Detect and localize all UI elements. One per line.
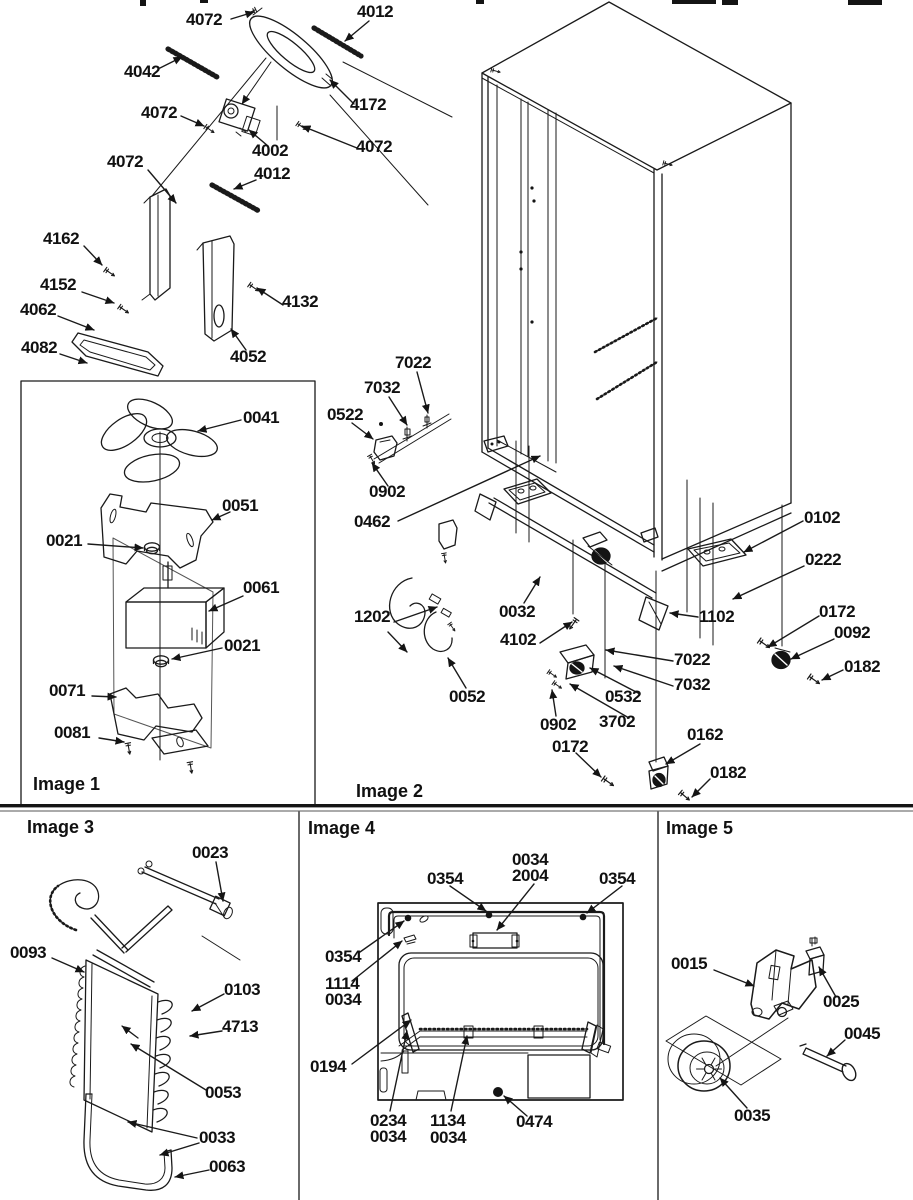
part-label: 7022 (395, 353, 432, 372)
part-label: 4132 (282, 292, 319, 311)
part-label: 0354 (427, 869, 464, 888)
part-label: 0053 (205, 1083, 242, 1102)
part-label: 0052 (449, 687, 486, 706)
part-label: 0182 (710, 763, 747, 782)
part-label: 0462 (354, 512, 391, 531)
part-label: 0194 (310, 1057, 347, 1076)
section-dividers (0, 378, 913, 1200)
image1-art (88, 393, 243, 774)
part-label: 0034 (370, 1127, 407, 1146)
part-label: 4072 (186, 10, 223, 29)
image4-art (352, 884, 623, 1116)
part-label: 0474 (516, 1112, 553, 1131)
part-label: 0172 (552, 737, 589, 756)
part-label: 4102 (500, 630, 537, 649)
part-label: 0102 (804, 508, 841, 527)
part-label: 0071 (49, 681, 86, 700)
part-label: 0103 (224, 980, 261, 999)
scan-artifact (140, 0, 882, 6)
part-label: 4152 (40, 275, 77, 294)
part-label: 4012 (357, 2, 394, 21)
part-label: 0033 (199, 1128, 236, 1147)
part-label: 4062 (20, 300, 57, 319)
part-label: 0051 (222, 496, 259, 515)
image-caption: Image 4 (308, 818, 376, 838)
fan-shroud-art (58, 6, 452, 376)
part-label: 2004 (512, 866, 549, 885)
part-label: 4072 (356, 137, 393, 156)
part-label: 4713 (222, 1017, 259, 1036)
part-label: 4072 (107, 152, 144, 171)
part-label: 0532 (605, 687, 642, 706)
part-label: 0093 (10, 943, 47, 962)
part-label: 4072 (141, 103, 178, 122)
part-label: 4002 (252, 141, 289, 160)
part-label: 0032 (499, 602, 536, 621)
part-label: 0041 (243, 408, 280, 427)
part-label: 1202 (354, 607, 391, 626)
part-label: 4052 (230, 347, 267, 366)
part-label: 1114 (325, 974, 360, 993)
part-label: 0045 (844, 1024, 881, 1043)
image-caption: Image 5 (666, 818, 734, 838)
image2-art (352, 2, 843, 802)
part-label: 0902 (540, 715, 577, 734)
part-label: 0025 (823, 992, 860, 1011)
part-label: 1134 (430, 1111, 466, 1130)
part-label: 0354 (325, 947, 362, 966)
part-label: 0023 (192, 843, 229, 862)
part-label: 4042 (124, 62, 161, 81)
part-label: 1102 (699, 607, 735, 626)
part-label: 7022 (674, 650, 711, 669)
part-label: 0063 (209, 1157, 246, 1176)
part-label: 0172 (819, 602, 856, 621)
part-label: 0222 (805, 550, 842, 569)
part-label: 0021 (224, 636, 261, 655)
image-caption: Image 1 (33, 774, 101, 794)
part-label: 4162 (43, 229, 80, 248)
part-label: 0522 (327, 405, 364, 424)
part-label: 0162 (687, 725, 724, 744)
part-label: 0034 (325, 990, 362, 1009)
part-label: 3702 (599, 712, 636, 731)
part-label: 4172 (350, 95, 387, 114)
part-label: 7032 (674, 675, 711, 694)
part-label: 0354 (599, 869, 636, 888)
image-caption: Image 2 (356, 781, 424, 801)
part-label: 0034 (512, 850, 549, 869)
image-caption: Image 3 (27, 817, 95, 837)
part-label: 0034 (430, 1128, 467, 1147)
part-label: 4012 (254, 164, 291, 183)
part-label: 0015 (671, 954, 708, 973)
part-label: 0902 (369, 482, 406, 501)
part-label: 0081 (54, 723, 91, 742)
part-label: 4082 (21, 338, 58, 357)
part-label: 0092 (834, 623, 871, 642)
part-label: 0035 (734, 1106, 771, 1125)
part-label: 0234 (370, 1111, 407, 1130)
part-label: 0021 (46, 531, 83, 550)
part-label: 0182 (844, 657, 881, 676)
part-label: 0061 (243, 578, 280, 597)
part-label: 7032 (364, 378, 401, 397)
